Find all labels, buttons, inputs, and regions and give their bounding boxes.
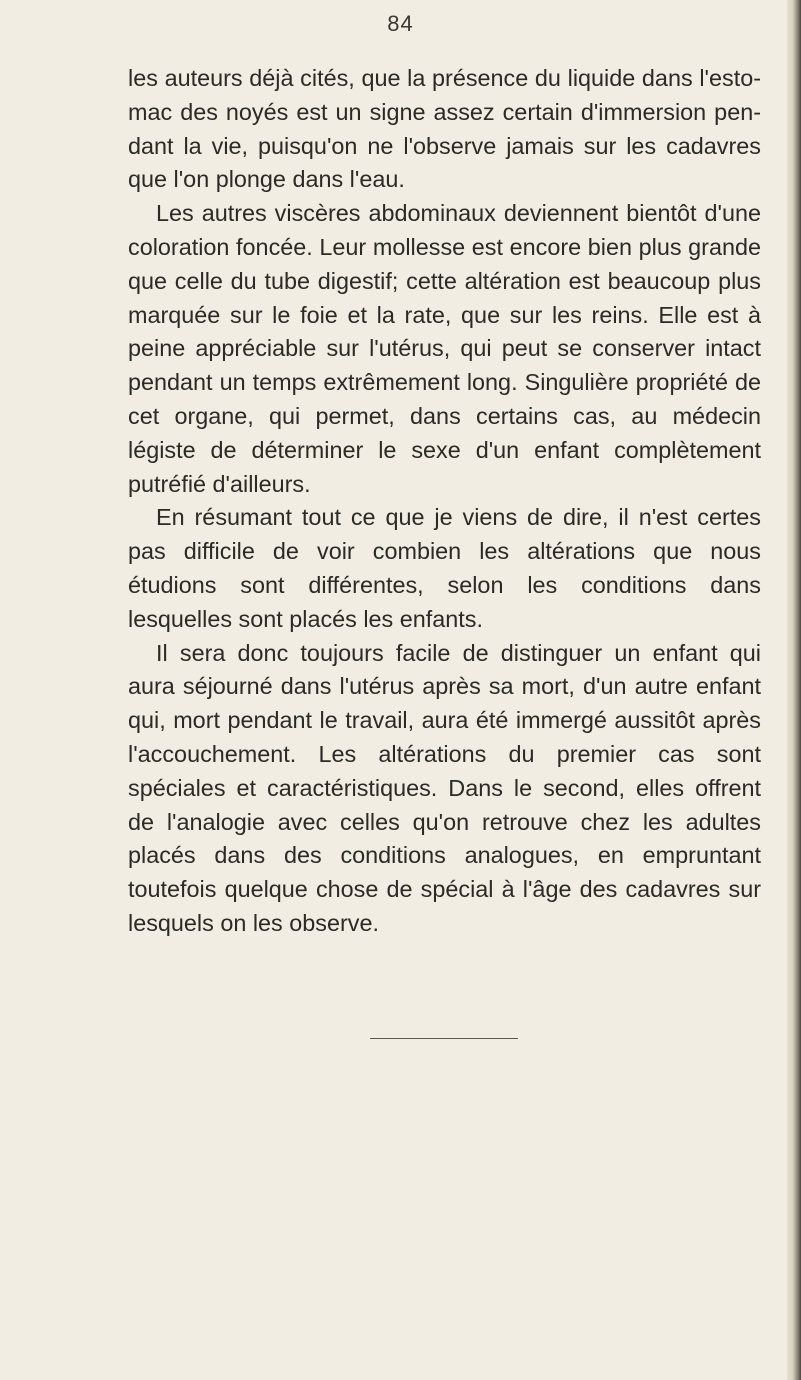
section-divider-rule [370,1038,518,1039]
body-text [128,62,761,941]
page-number: 84 [387,11,414,36]
page-edge-shadow [787,0,801,1380]
paragraph-continuation: les auteurs déjà cités, que la présence du liquide dans l'esto-mac des noyés est un signe assez certain d'immersion pen-dant la vie, puisqu'on ne l'observe jamais sur les cadavres que l'on plonge dans l'eau. [128,65,761,193]
paragraph-summary: En résumant tout ce que je viens de dire, il n'est certes pas difficile de voir combien les altérations que nous étudions sont différentes, selon les conditions dans lesquelles sont placés les enfants. [128,504,761,632]
paragraph-viscera: Les autres viscères abdominaux deviennent bientôt d'une coloration foncée. Leur mollesse est encore bien plus grande que celle du tube digestif; cette altération est beaucoup plus marquée sur le foie et la rate, que sur les reins. Elle est à peine appréciable sur l'utérus, qui peut se conserver intact pendant un temps extrêmement long. Singulière propriété de cet organe, qui permet, dans certains cas, au médecin légiste de déterminer le sexe d'un enfant complètement putréfié d'ailleurs. [128,200,761,497]
paragraph-conclusion: Il sera donc toujours facile de distinguer un enfant qui aura séjourné dans l'utérus après sa mort, d'un autre enfant qui, mort pendant le travail, aura été immergé aussitôt après l'accouchement. Les altérations du premier cas sont spéciales et caractéristiques. Dans le second, elles offrent de l'analogie avec celles qu'on retrouve chez les adultes placés dans des conditions analogues, en empruntant toutefois quelque chose de spécial à l'âge des cadavres sur lesquels on les observe. [128,639,761,936]
